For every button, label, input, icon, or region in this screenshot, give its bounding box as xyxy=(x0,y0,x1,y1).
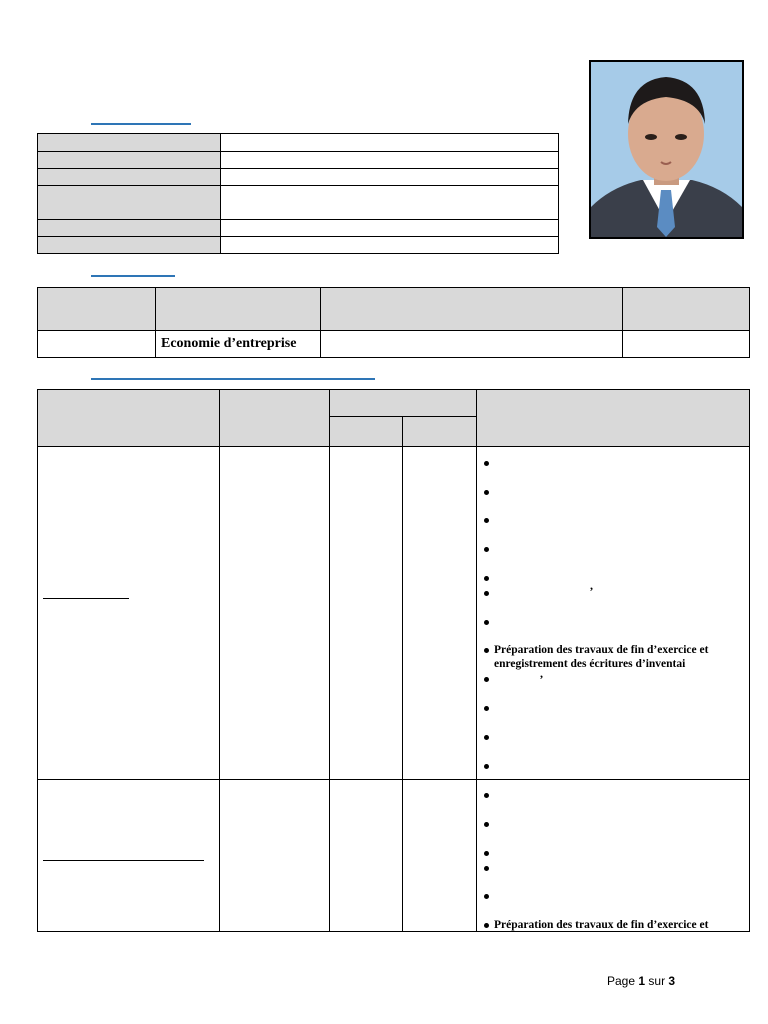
exp-title-underline-2 xyxy=(43,860,204,861)
list-bullet xyxy=(484,851,489,856)
exp-cell xyxy=(38,780,220,932)
info-label-cell xyxy=(38,186,221,220)
exp-header-cell xyxy=(220,390,330,447)
exp-cell xyxy=(38,447,220,780)
page-current: 1 xyxy=(638,974,646,988)
edu-header-cell xyxy=(156,288,321,331)
stray-comma: , xyxy=(540,666,543,680)
exp-cell xyxy=(330,447,403,780)
exp-cell xyxy=(330,780,403,932)
list-bullet xyxy=(484,866,489,871)
exp-cell xyxy=(220,447,330,780)
exp-tasks-list-1 xyxy=(476,0,750,1024)
list-bullet xyxy=(484,793,489,798)
list-bullet xyxy=(484,822,489,827)
list-bullet xyxy=(484,591,489,596)
task-text-prep-1 xyxy=(494,643,708,671)
page-number xyxy=(607,974,675,988)
info-label-cell xyxy=(38,152,221,169)
exp-header-subcell xyxy=(403,417,476,447)
task-line: enregistrement des écritures d’inventai xyxy=(494,658,686,670)
exp-cell xyxy=(220,780,330,932)
list-bullet xyxy=(484,706,489,711)
exp-cell xyxy=(403,780,476,932)
edu-subject-text: Economie d’entreprise xyxy=(161,336,297,351)
exp-header-subcell xyxy=(330,417,403,447)
page-word: Page xyxy=(607,974,636,988)
list-bullet xyxy=(484,735,489,740)
exp-header-cell xyxy=(330,390,476,417)
section-heading-underline-3 xyxy=(91,378,375,380)
exp-cell xyxy=(403,447,476,780)
list-bullet xyxy=(484,764,489,769)
stray-comma: , xyxy=(590,578,593,592)
info-label-cell xyxy=(38,134,221,152)
task-text-prep-2: Préparation des travaux de fin d’exercice et xyxy=(494,919,709,931)
page-total: 3 xyxy=(668,974,676,988)
info-label-cell xyxy=(38,169,221,186)
list-bullet xyxy=(484,923,489,928)
info-label-cell xyxy=(38,237,221,254)
edu-cell xyxy=(38,331,156,358)
section-heading-underline-1 xyxy=(91,123,191,125)
list-bullet xyxy=(484,547,489,552)
list-bullet xyxy=(484,894,489,899)
list-bullet xyxy=(484,620,489,625)
list-bullet xyxy=(484,576,489,581)
list-bullet xyxy=(484,648,489,653)
list-bullet xyxy=(484,518,489,523)
of-word: sur xyxy=(648,974,666,988)
list-bullet xyxy=(484,677,489,682)
info-label-cell xyxy=(38,220,221,237)
task-line: Préparation des travaux de fin d’exercice et xyxy=(494,644,709,656)
section-heading-underline-2 xyxy=(91,275,175,277)
edu-header-cell xyxy=(38,288,156,331)
list-bullet xyxy=(484,490,489,495)
exp-header-cell xyxy=(38,390,220,447)
edu-subject-cell xyxy=(156,331,321,358)
list-bullet xyxy=(484,461,489,466)
exp-title-underline-1 xyxy=(43,598,129,599)
